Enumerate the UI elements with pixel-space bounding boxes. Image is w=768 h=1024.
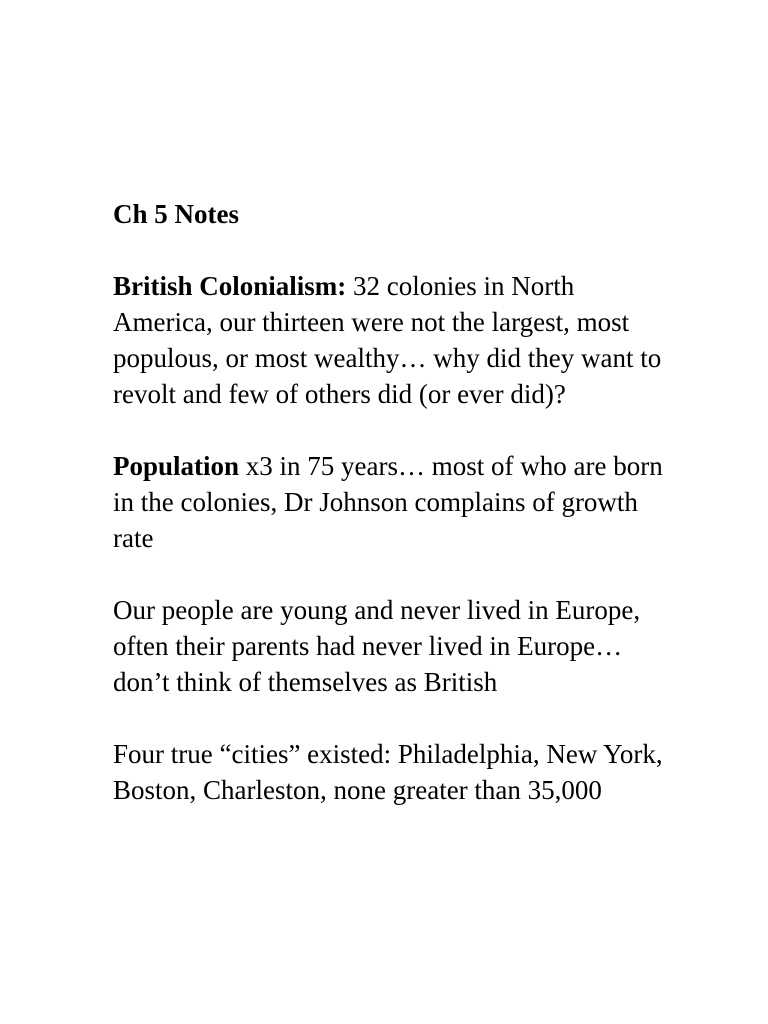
paragraph-text: x3 in 75 years… most of who are born in the colonies, Dr Johnson complains of growth rate xyxy=(113,451,663,553)
paragraph-gap xyxy=(113,700,673,736)
paragraph-text: Four true “cities” existed: Philadelphia, New York, Boston, Charleston, none greater than 35,000 xyxy=(113,739,663,805)
paragraph-text: 32 colonies in North America, our thirteen were not the largest, most populous, or most wealthy… why did they want to revolt and few of others did (or ever did)? xyxy=(113,271,662,409)
paragraph-cities xyxy=(113,736,673,808)
paragraph-gap xyxy=(113,412,673,448)
paragraph-heading: Population xyxy=(113,451,240,481)
document-page xyxy=(113,196,673,808)
paragraph-gap xyxy=(113,232,673,268)
paragraph-young-people xyxy=(113,592,673,700)
paragraph-text: Our people are young and never lived in Europe, often their parents had never lived in Europe… don’t think of themselves as British xyxy=(113,595,641,697)
paragraph-british-colonialism xyxy=(113,268,673,412)
paragraph-population xyxy=(113,448,673,556)
document-title: Ch 5 Notes xyxy=(113,199,239,229)
paragraph-heading: British Colonialism: xyxy=(113,271,347,301)
paragraph-gap xyxy=(113,556,673,592)
